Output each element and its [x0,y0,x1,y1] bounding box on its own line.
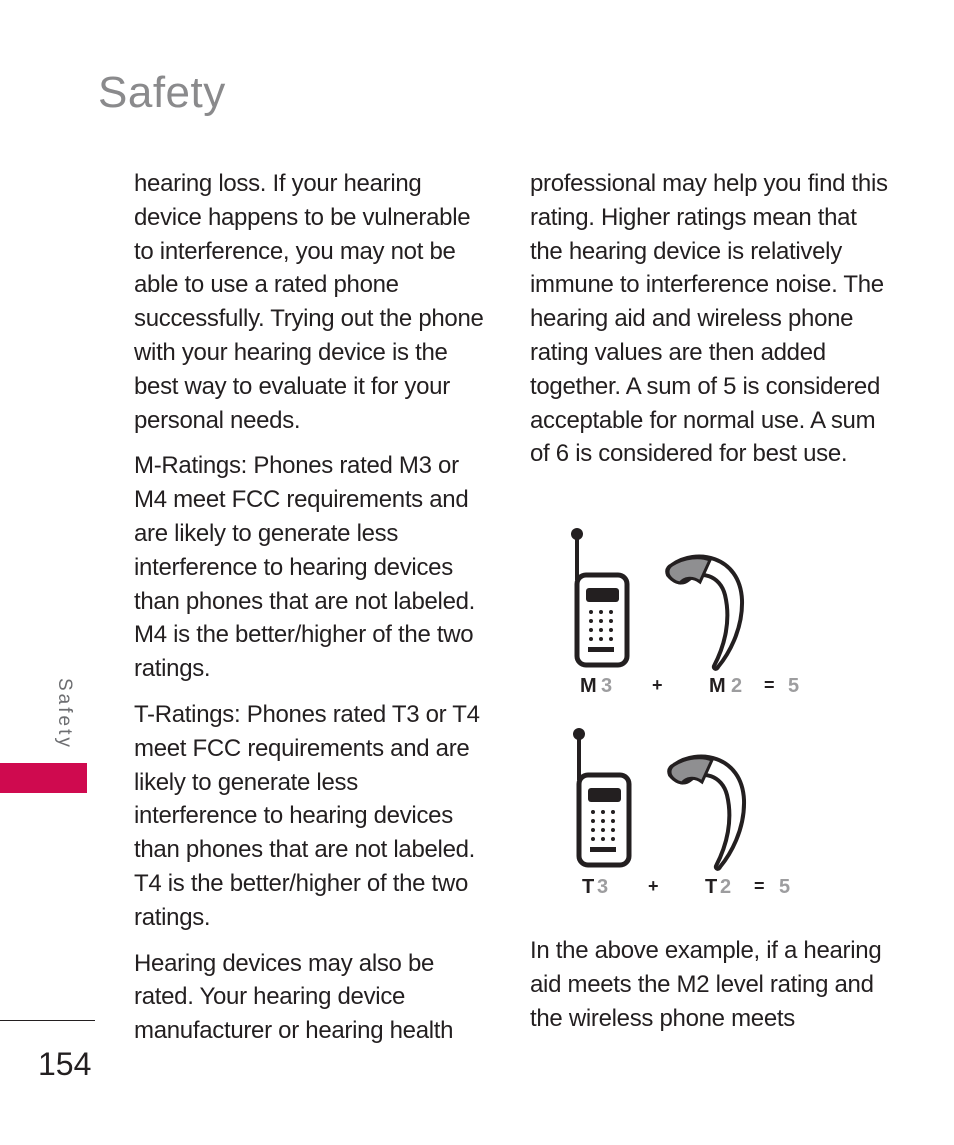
left-column [134,167,484,1060]
equals-sign: = [764,675,775,695]
m-aid-letter: M [709,675,726,697]
page-number: 154 [38,1046,92,1082]
m-phone-value: 3 [601,675,613,697]
m-rating-equation [560,675,860,699]
t-phone-letter: T [582,876,595,898]
t-aid-value: 2 [720,876,732,898]
paragraph-professional: professional may help you find this rating. Higher ratings mean that the hearing device is relatively immune to interference noise. The hearing aid and wireless phone rating values are then added together. A sum of 5 is considered acceptable for normal use. A sum of 6 is considered for best use. [530,170,888,468]
right-column-top [530,167,890,483]
m-aid-value: 2 [731,675,743,697]
hearing-aid-icon [669,757,744,869]
t-rating-equation [560,876,860,900]
paragraph-hearing-loss: hearing loss. If your hearing device happens to be vulnerable to interference, you may not be able to use a rated phone successfully. Trying out the phone with your hearing device is the best way to evaluate it for your personal needs. [134,170,484,434]
paragraph-t-ratings: T-Ratings: Phones rated T3 or T4 meet FCC requirements and are likely to generate less interference to hearing devices than phones that are not labeled. T4 is the better/higher of the two ratings. [134,700,480,931]
t-rating-illustration [560,720,860,890]
plus-sign: + [652,675,663,695]
page-title: Safety [98,68,226,117]
equals-sign: = [754,876,765,896]
paragraph-example: In the above example, if a hearing aid meets the M2 level rating and the wireless phone meets [530,937,882,1032]
hearing-aid-icon [667,557,742,669]
m-phone-letter: M [580,675,597,697]
footer-divider [0,1020,95,1021]
plus-sign: + [648,876,659,896]
paragraph-m-ratings: M-Ratings: Phones rated M3 or M4 meet FCC requirements and are likely to generate less interference to hearing devices than phones that are not labeled. M4 is the better/higher of the two ratings. [134,452,476,683]
section-tab-marker [0,763,87,793]
m-sum-value: 5 [788,675,800,697]
paragraph-hearing-devices: Hearing devices may also be rated. Your hearing device manufacturer or hearing health [134,949,454,1045]
m-rating-illustration [560,520,860,690]
rating-figure [560,520,860,910]
section-side-label: Safety [54,678,75,750]
t-sum-value: 5 [779,876,791,898]
t-aid-letter: T [705,876,718,898]
right-column-bottom [530,934,890,1047]
cell-phone-icon [573,728,629,865]
t-phone-value: 3 [597,876,609,898]
cell-phone-icon [571,528,627,665]
